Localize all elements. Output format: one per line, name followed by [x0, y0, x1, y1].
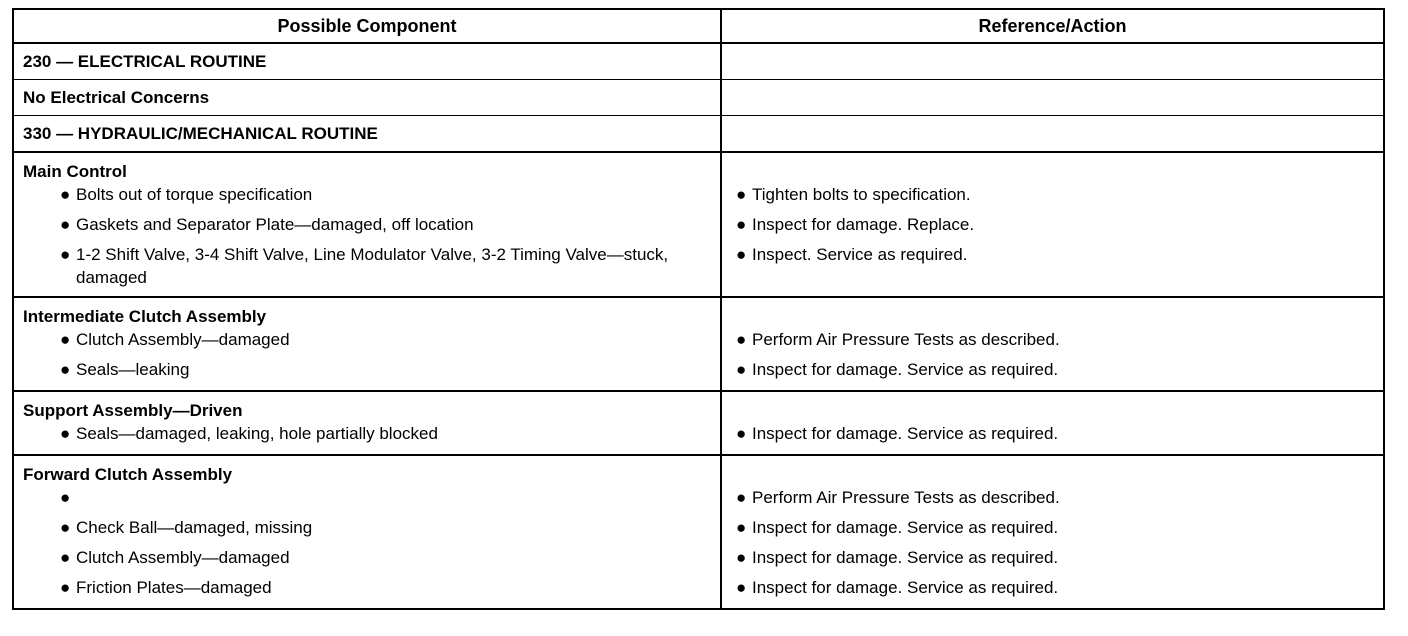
bullet-icon: ●: [60, 330, 71, 349]
action-item: [722, 422, 1383, 452]
action-text: Inspect for damage. Service as required.: [752, 360, 1059, 379]
bullet-icon: ●: [60, 488, 71, 507]
bullet-icon: ●: [736, 185, 747, 204]
action-item: [722, 576, 1383, 606]
header-possible-component: Possible Component: [13, 9, 721, 43]
bullet-icon: ●: [736, 360, 747, 379]
component-text: Friction Plates—damaged: [76, 578, 272, 597]
component-item: [14, 486, 720, 516]
group-main-control: [13, 152, 1384, 297]
section-label: No Electrical Concerns: [13, 80, 721, 116]
component-text: Seals—damaged, leaking, hole partially blocked: [76, 424, 438, 443]
bullet-icon: ●: [736, 330, 747, 349]
section-action-cell: [721, 116, 1384, 153]
component-item: [14, 183, 720, 213]
header-reference-action: Reference/Action: [721, 9, 1384, 43]
group-forward-clutch: [13, 455, 1384, 609]
component-text: Bolts out of torque specification: [76, 185, 313, 204]
bullet-icon: ●: [60, 215, 71, 234]
section-action-cell: [721, 43, 1384, 80]
group-component-cell: [13, 152, 721, 297]
header-row: [13, 9, 1384, 43]
component-text: Clutch Assembly—damaged: [76, 330, 290, 349]
component-text: Seals—leaking: [76, 360, 190, 379]
section-action-cell: [721, 80, 1384, 116]
bullet-icon: ●: [736, 245, 747, 264]
component-item: [14, 516, 720, 546]
group-action-cell: [721, 152, 1384, 297]
action-text: Perform Air Pressure Tests as described.: [752, 330, 1060, 349]
group-title: Intermediate Clutch Assembly: [23, 307, 267, 326]
bullet-icon: ●: [736, 424, 747, 443]
action-item: [722, 213, 1383, 243]
action-text: Inspect for damage. Service as required.: [752, 424, 1059, 443]
action-text: Perform Air Pressure Tests as described.: [752, 488, 1060, 507]
component-item: [14, 243, 720, 294]
action-item: [722, 243, 1383, 273]
bullet-icon: ●: [736, 548, 747, 567]
component-text: Gaskets and Separator Plate—damaged, off location: [76, 215, 474, 234]
bullet-icon: ●: [60, 360, 71, 379]
section-row: [13, 43, 1384, 80]
group-action-cell: [721, 455, 1384, 609]
component-text: 1-2 Shift Valve, 3-4 Shift Valve, Line Modulator Valve, 3-2 Timing Valve—stuck, damaged: [76, 245, 669, 287]
action-item: [722, 183, 1383, 213]
component-text: Check Ball—damaged, missing: [76, 518, 313, 537]
action-text: Inspect. Service as required.: [752, 245, 968, 264]
bullet-icon: ●: [736, 518, 747, 537]
action-item: [722, 358, 1383, 388]
action-text: Tighten bolts to specification.: [752, 185, 971, 204]
action-text: Inspect for damage. Service as required.: [752, 578, 1059, 597]
group-title: Forward Clutch Assembly: [23, 465, 233, 484]
group-action-cell: [721, 391, 1384, 455]
bullet-icon: ●: [736, 488, 747, 507]
bullet-icon: ●: [736, 578, 747, 597]
component-item: [14, 328, 720, 358]
section-row: [13, 80, 1384, 116]
component-text: [76, 486, 720, 516]
action-item: [722, 328, 1383, 358]
bullet-icon: ●: [736, 215, 747, 234]
action-item: [722, 546, 1383, 576]
bullet-icon: ●: [60, 578, 71, 597]
component-text: Clutch Assembly—damaged: [76, 548, 290, 567]
action-item: [722, 516, 1383, 546]
bullet-icon: ●: [60, 518, 71, 537]
section-label: 230 — ELECTRICAL ROUTINE: [13, 43, 721, 80]
diagnosis-table: [12, 8, 1385, 610]
group-component-cell: [13, 297, 721, 391]
action-item: [722, 486, 1383, 516]
bullet-icon: ●: [60, 245, 71, 264]
group-component-cell: [13, 391, 721, 455]
section-label: 330 — HYDRAULIC/MECHANICAL ROUTINE: [13, 116, 721, 153]
action-text: Inspect for damage. Replace.: [752, 215, 975, 234]
action-text: Inspect for damage. Service as required.: [752, 548, 1059, 567]
bullet-icon: ●: [60, 548, 71, 567]
group-title: Support Assembly—Driven: [23, 401, 243, 420]
group-intermediate-clutch: [13, 297, 1384, 391]
group-title: Main Control: [23, 162, 127, 181]
component-item: [14, 546, 720, 576]
group-action-cell: [721, 297, 1384, 391]
bullet-icon: ●: [60, 185, 71, 204]
group-component-cell: [13, 455, 721, 609]
component-item: [14, 422, 720, 452]
action-text: Inspect for damage. Service as required.: [752, 518, 1059, 537]
section-row: [13, 116, 1384, 153]
bullet-icon: ●: [60, 424, 71, 443]
component-item: [14, 576, 720, 606]
group-support-assembly: [13, 391, 1384, 455]
component-item: [14, 358, 720, 388]
component-item: [14, 213, 720, 243]
